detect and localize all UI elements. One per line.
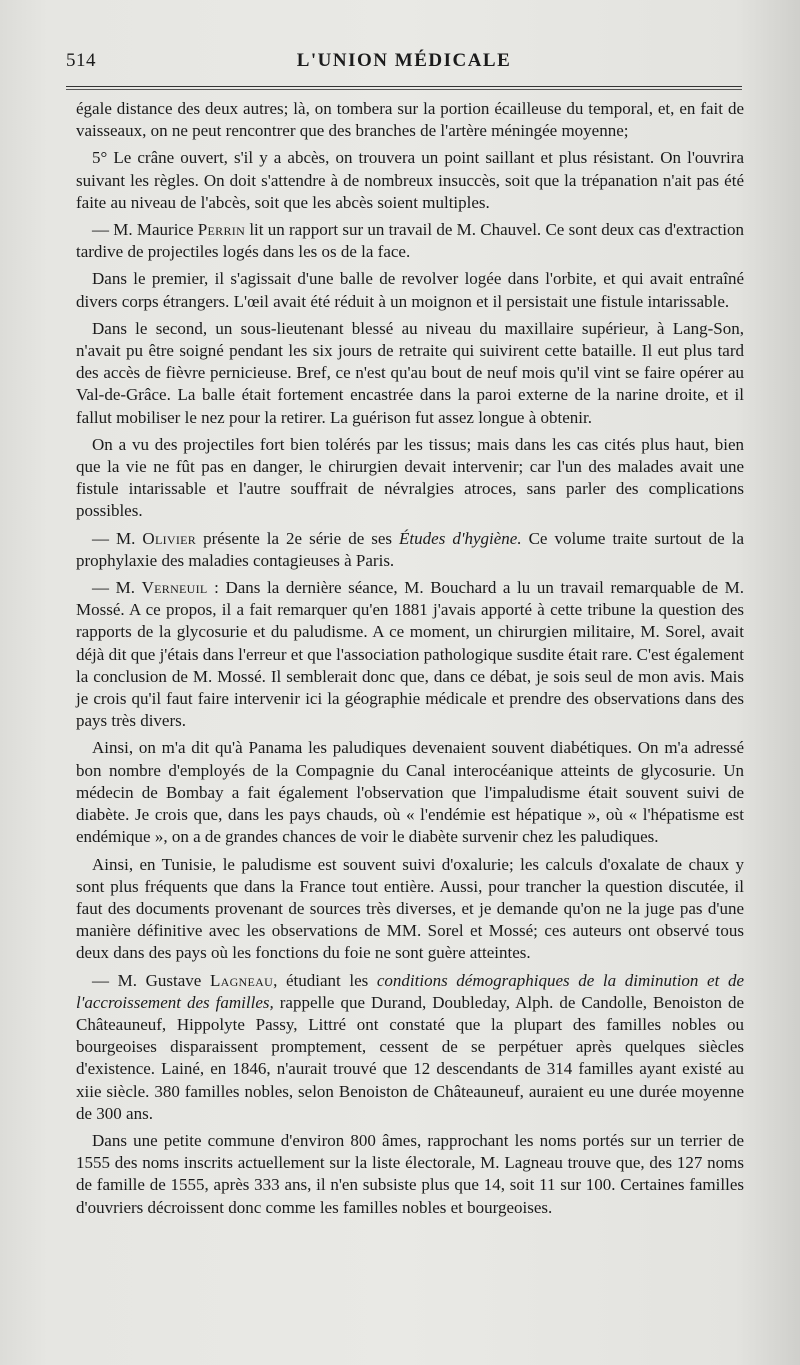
speaker-name: Verneuil <box>141 578 208 598</box>
page-header <box>66 48 742 78</box>
paragraph-rest: Ce volume traite surtout de la prophylaxie des maladies contagieuses à Paris. <box>76 528 744 570</box>
article-body <box>76 98 744 1224</box>
paragraph-second-case: Dans le second, un sous-lieutenant blessé au niveau du maxillaire supérieur, à Lang-Son, n'avait pu être soigné pendant les six jours de retraite qui suivirent cette bataille. Il eut plus tard des accès de fièvre pernicieuse. Bref, ce n'est qu'au bout de neuf mois qu'il vint se faire opérer au Val-de-Grâce. La balle était fortement encastrée dans la paroi externe de la narine droite, et il fallut mobiliser le nez pour la retirer. La guérison fut assez longue à obtenir. <box>76 318 744 427</box>
paragraph-lagneau <box>76 970 744 1125</box>
journal-title: L'UNION MÉDICALE <box>296 50 512 71</box>
paragraph-mid: présente la 2e série de ses <box>196 528 400 548</box>
speaker-name: Perrin <box>197 220 246 240</box>
paragraph-panama: Ainsi, on m'a dit qu'à Panama les paludiques devenaient souvent diabétiques. On m'a adressé bon nombre d'employés de la Compagnie du Canal interocéanique atteints de glycosurie. Un médecin de Bombay a fait également l'observation que l'impaludisme était souvent suivi de diabète. Je crois que, dans les pays chauds, où « l'endémie est hépatique », où « l'hépatisme est endémique », on a de grandes chances de voir le diabète survenir chez les paludiques. <box>76 738 744 847</box>
paragraph-lead: — M. Maurice <box>92 220 198 240</box>
paragraph-trepanation-step-5: 5° Le crâne ouvert, s'il y a abcès, on trouvera un point saillant et plus résistant. On l'ouvrira suivant les règles. On doit s'attendre à de nombreux insuccès, soit que la trépanation n'ait pas été faite au niveau de l'abcès, soit que les abcès soient multiples. <box>76 148 744 212</box>
paragraph-olivier <box>76 528 744 572</box>
study-title: conditions démographiques de la diminution et de l'accroissement des familles, <box>76 970 744 1012</box>
paragraph-trepanation-site: égale distance des deux autres; là, on tombera sur la portion écailleuse du temporal, et, en fait de vaisseaux, on ne peut rencontrer que des branches de l'artère méningée moyenne; <box>76 99 744 141</box>
paragraph-projectiles-tolerated: On a vu des projectiles fort bien tolérés par les tissus; mais dans les cas cités plus haut, bien que la vie ne fût pas en danger, le chirurgien devait intervenir; car l'un des malades avait une fistule intarissable et l'autre souffrait de névralgies atroces, sans parler des complications possibles. <box>76 434 744 521</box>
page-number: 514 <box>66 50 96 71</box>
speaker-name: Olivier <box>142 528 197 548</box>
paragraph-tunisie: Ainsi, en Tunisie, le paludisme est souvent suivi d'oxalurie; les calculs d'oxalate de chaux y sont plus fréquents que dans la France tout entière. Aussi, pour trancher la question discutée, il faut des documents provenant de sources très diverses, et je demande qu'on ne la juge pas d'une manière définitive avec les observations de MM. Sorel et Mossé; ces auteurs ont observé tous deux dans des pays où les fonctions du foie ne sont guère atteintes. <box>76 854 744 963</box>
paragraph-lead: — M. <box>92 528 143 548</box>
paragraph-rest: lit un rapport sur un travail de M. Chauvel. Ce sont deux cas d'extraction tardive de projectiles logés dans les os de la face. <box>76 220 744 262</box>
paragraph-rest: : Dans la dernière séance, M. Bouchard a lu un travail remarquable de M. Mossé. A ce propos, il a fait remarquer qu'en 1881 j'avais apporté à cette tribune la question des rapports de la glycosurie et du paludisme. A ce moment, un chirurgien militaire, M. Sorel, avait déjà dit que j'étais dans l'erreur et que l'association pathologique susdite était rare. C'est également la conclusion de M. Mossé. Il semblerait donc que, dans ce débat, je sois seul de mon avis. Mais je crois qu'il faut faire intervenir ici la géographie médicale et prendre des observations dans des pays très divers. <box>76 578 745 731</box>
paragraph-lead: — M. Gustave <box>92 970 210 990</box>
paragraph-mid: , étudiant les <box>273 970 377 990</box>
header-rule <box>66 86 742 90</box>
paragraph-perrin-report <box>76 219 744 263</box>
speaker-name: Lagneau <box>209 970 274 990</box>
paragraph-lead: — M. <box>92 578 142 598</box>
book-title: Études d'hygiène. <box>399 528 522 548</box>
paragraph-first-case: Dans le premier, il s'agissait d'une balle de revolver logée dans l'orbite, et qui avait entraîné divers corps étrangers. L'œil avait été réduit à un moignon et il persistait une fistule intarissable. <box>76 269 744 311</box>
paragraph-commune-names: Dans une petite commune d'environ 800 âmes, rapprochant les noms portés sur un terrier de 1555 des noms inscrits actuellement sur la liste électorale, M. Lagneau trouve que, des 127 noms de famille de 1555, après 333 ans, il n'en subsiste plus que 14, soit 11 sur 100. Certaines familles d'ouvriers décroissent donc comme les familles nobles et bourgeoises. <box>76 1130 744 1217</box>
paragraph-verneuil <box>76 577 744 732</box>
paragraph-rest: rappelle que Durand, Doubleday, Alph. de Candolle, Benoiston de Châteauneuf, Hippolyte Passy, Littré ont constaté que la plupart des familles nobles ou bourgeoises disparaissent promptement, cessent de se perpétuer après quelques siècles d'existence. Lainé, en 1846, n'aurait trouvé que 12 descendants de 314 familles ayant existé au xiie siècle. 380 familles nobles, selon Benoiston de Châteauneuf, auraient eu une durée moyenne de 300 ans. <box>76 992 744 1123</box>
